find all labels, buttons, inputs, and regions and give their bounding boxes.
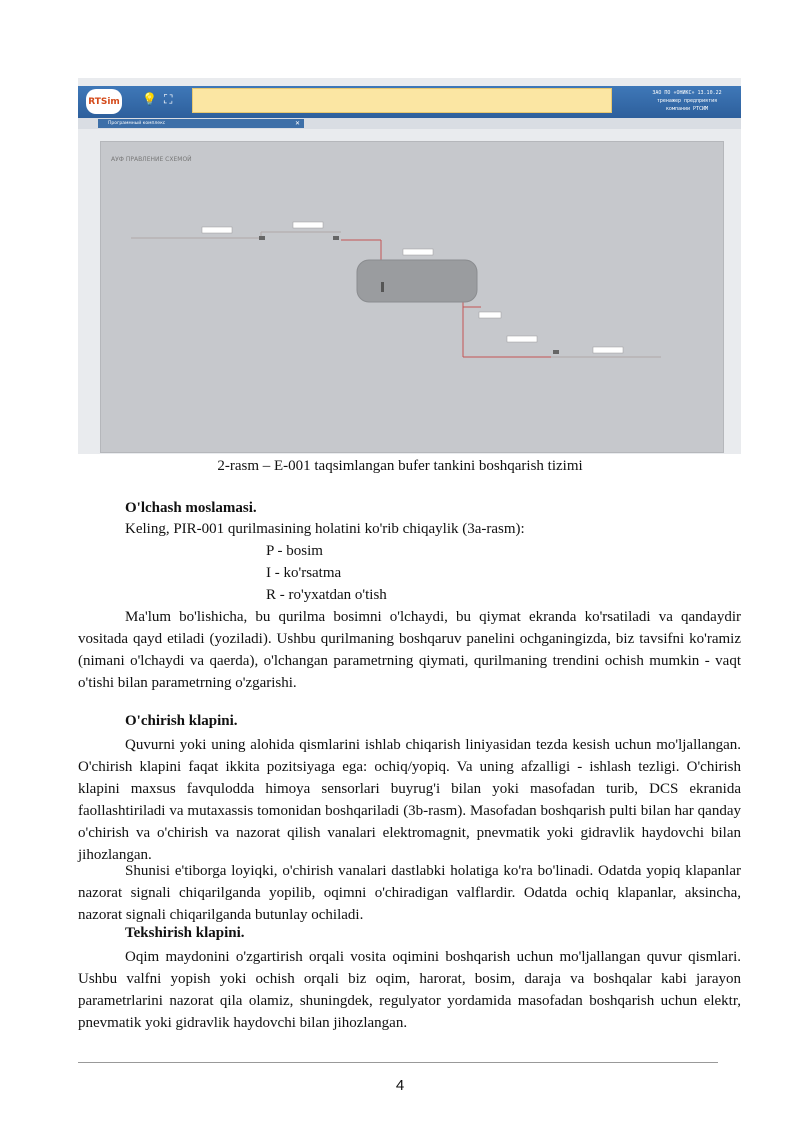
valve-icon[interactable]	[553, 350, 559, 354]
legend-item: P - bosim	[266, 543, 323, 559]
fullscreen-icon[interactable]: ⛶	[164, 92, 173, 106]
toolbar-info-line: компании РТСИМ	[665, 106, 709, 112]
rtsim-logo: RTSim	[86, 89, 122, 114]
section-heading-ochirish: O'chirish klapini.	[125, 713, 238, 729]
close-icon[interactable]: ✕	[294, 120, 300, 127]
olchash-body: Ma'lum bo'lishicha, bu qurilma bosimni o'lchaydi, bu qiymat ekranda ko'rsatiladi va qandaydir vositada qayd etiladi (yoziladi). Ushbu qurilmaning boshqaruv panelini ochganingizda, biz tavsifni ko'ramiz (nimani o'lchaydi va qaerda), o'lchangan parametrning qiymati, qurilmaning trendini ochish mumkin - vaqt o'tishi bilan parametrning o'zgarishi.	[78, 609, 741, 691]
instrument-tag[interactable]	[403, 249, 433, 255]
valve-icon[interactable]	[259, 236, 265, 240]
dcs-toolbar	[78, 86, 741, 118]
instrument-tag[interactable]	[293, 222, 323, 228]
panel-title: АУФ ПРАВЛЕНИЕ СХЕМОЙ	[111, 156, 192, 163]
ochirish-body-2: Shunisi e'tiborga loyiqki, o'chirish vanalari dastlabki holatiga ko'ra bo'linadi. Odatda yopiq klapanlar nazorat signali chiqarilganda yopilib, oqimni o'chiradigan valflardir. Odatda ochiq klapanlar, aksincha, nazorat signali chiqarilganda butunlay ochiladi.	[78, 863, 741, 923]
section-heading-olchash: O'lchash moslamasi.	[125, 500, 257, 516]
section-heading-tekshirish: Tekshirish klapini.	[125, 925, 245, 941]
ochirish-body-1: Quvurni yoki uning alohida qismlarini ishlab chiqarish liniyasidan tezda kesish uchun mo'ljallangan. O'chirish klapini faqat ikkita pozitsiyaga ega: ochiq/yopiq. Va uning afzalligi - ishlash tezligi. O'chirish klapini maxsus favqulodda himoya sensorlari buyrug'i bilan yoki masofadan turib, DCS ekranida faollashtiriladi va mutaxassis tomonidan boshqariladi (3b-rasm). Masofadan boshqarish pulti bilan har qanday o'chirish va o'chirish va nazorat qilish vanalari elektromagnit, pnevmatik yoki gidravlik haydovchi bilan jihozlangan.	[78, 737, 741, 863]
tab-program[interactable]	[98, 119, 304, 128]
figure-caption: 2-rasm – E-001 taqsimlangan bufer tankini boshqarish tizimi	[217, 458, 583, 474]
toolbar-info-line: ЗАО ПО «ОНИКС» 13.10.22	[652, 90, 722, 96]
valve-icon[interactable]	[333, 236, 339, 240]
dcs-screenshot-figure	[78, 78, 741, 454]
footer-divider	[78, 1062, 718, 1063]
buffer-tank-e001[interactable]	[357, 260, 477, 302]
tab-label: Программный комплекс	[108, 121, 166, 126]
instrument-tag[interactable]	[507, 336, 537, 342]
page-number: 4	[395, 1077, 405, 1094]
instrument-tag[interactable]	[593, 347, 623, 353]
process-diagram	[101, 142, 723, 452]
tekshirish-body: Oqim maydonini o'zgartirish orqali vosita oqimini boshqarish uchun mo'ljallangan quvur qismlari. Ushbu valfni yopish yoki ochish orqali biz oqim, harorat, bosim, daraja va boshqalar kabi jarayon parametrlarini nazorat qila olamiz, shuningdek, regulyator yordamida masofadan boshqarish uchun elektr, pnevmatik yoki gidravlik haydovchi bilan jihozlangan.	[78, 949, 741, 1031]
instrument-tag[interactable]	[479, 312, 501, 318]
instrument-tag[interactable]	[202, 227, 232, 233]
legend-item: R - ro'yxatdan o'tish	[266, 587, 387, 603]
process-panel	[100, 141, 724, 453]
toolbar-info	[638, 89, 736, 113]
lightbulb-icon[interactable]: 💡	[142, 92, 157, 106]
legend-item: I - ko'rsatma	[266, 565, 342, 581]
olchash-intro: Keling, PIR-001 qurilmasining holatini ko'rib chiqaylik (3a-rasm):	[125, 521, 525, 537]
alarm-banner	[192, 88, 612, 113]
toolbar-info-line: тренажер предприятия	[656, 98, 718, 104]
